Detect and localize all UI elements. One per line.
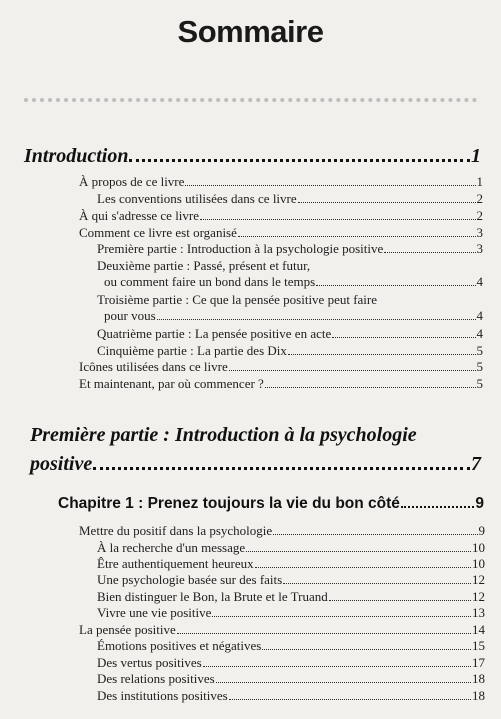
toc-entry[interactable]: Des institutions positives 18 — [97, 688, 485, 703]
toc-entry[interactable]: À la recherche d'un message 10 — [97, 540, 485, 555]
toc-chapter-1[interactable] — [58, 495, 484, 513]
section-label: Introduction — [24, 145, 129, 167]
toc-entry[interactable]: Émotions positives et négatives 15 — [97, 638, 485, 653]
toc-entry[interactable]: Être authentiquement heureux 10 — [97, 556, 485, 571]
toc-entry[interactable]: Comment ce livre est organisé 3 — [79, 225, 483, 240]
toc-entry[interactable]: À qui s'adresse ce livre 2 — [79, 208, 483, 223]
section-label: positive — [30, 453, 93, 475]
toc-entry[interactable]: Quatrième partie : La pensée positive en acte 4 — [97, 326, 483, 341]
dot-leader — [93, 467, 470, 470]
toc-entry[interactable]: Bien distinguer le Bon, la Brute et le Truand 12 — [97, 589, 485, 604]
toc-entry[interactable]: Vivre une vie positive 13 — [97, 605, 485, 620]
page-number: 1 — [471, 145, 481, 167]
toc-entry[interactable]: Cinquième partie : La partie des Dix 5 — [97, 343, 483, 358]
toc-entry[interactable]: Les conventions utilisées dans ce livre 2 — [97, 191, 483, 206]
toc-part-heading-line1: Première partie : Introduction à la psychologie — [30, 424, 417, 446]
toc-entry[interactable]: Des vertus positives 17 — [97, 655, 485, 670]
toc-entry-first-line: Troisième partie : Ce que la pensée positive peut faire — [97, 292, 378, 307]
toc-section-introduction[interactable] — [24, 145, 481, 168]
dotted-separator — [24, 98, 477, 102]
toc-entry[interactable]: Une psychologie basée sur des faits 12 — [97, 572, 485, 587]
chapter-label: Chapitre 1 : Prenez toujours la vie du bon côté — [58, 495, 400, 512]
page-number: 9 — [475, 495, 484, 512]
toc-entry[interactable]: ou comment faire un bond dans le temps 4 — [104, 274, 483, 289]
toc-entry[interactable]: La pensée positive 14 — [79, 622, 485, 637]
toc-entry[interactable]: Icônes utilisées dans ce livre 5 — [79, 359, 483, 374]
toc-entry[interactable]: Des relations positives 18 — [97, 671, 485, 686]
toc-part-1[interactable] — [30, 453, 481, 476]
dot-leader — [129, 159, 470, 162]
toc-entry[interactable]: Et maintenant, par où commencer ? 5 — [79, 376, 483, 391]
page-title: Sommaire — [177, 14, 324, 49]
toc-entry[interactable]: Mettre du positif dans la psychologie 9 — [79, 523, 485, 538]
dot-leader — [401, 506, 474, 508]
page-number: 7 — [471, 453, 481, 475]
toc-entry-first-line: Deuxième partie : Passé, présent et futur, — [97, 258, 311, 273]
toc-entry[interactable]: pour vous 4 — [104, 308, 483, 323]
toc-entry[interactable]: Première partie : Introduction à la psychologie positive 3 — [97, 241, 483, 256]
toc-entry[interactable]: À propos de ce livre 1 — [79, 174, 483, 189]
